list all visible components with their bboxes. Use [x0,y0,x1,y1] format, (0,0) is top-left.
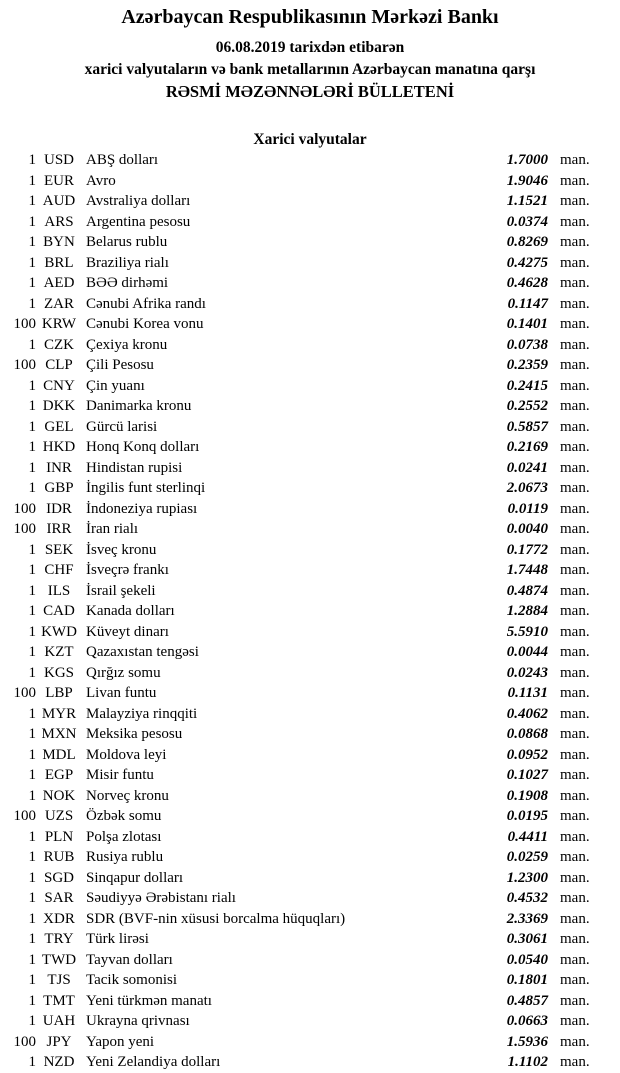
currency-code-cell: XDR [43,910,75,927]
table-row [0,335,610,356]
currency-code-cell: CHF [44,562,74,578]
table-row [0,171,610,192]
quantity-cell: 1 [28,705,36,722]
currency-code-cell: MXN [41,726,77,742]
table-row [0,150,610,171]
unit-cell: man. [560,418,590,435]
table-row [0,724,610,745]
unit-cell: man. [560,398,590,414]
currency-name-cell: Danimarka kronu [86,398,192,414]
currency-code-cell: EUR [44,172,74,189]
currency-code-cell: HKD [42,439,76,455]
unit-cell: man. [560,172,590,189]
currency-code-cell: CLP [45,357,73,373]
quantity-cell: 1 [28,849,36,865]
unit-cell: man. [560,275,590,291]
unit-cell: man. [560,459,590,476]
quantity-cell: 1 [28,951,36,968]
currency-name-cell: İngilis funt sterlinqi [86,480,206,496]
currency-code-cell: TRY [44,931,74,947]
quantity-cell: 1 [28,480,36,496]
rate-cell: 1.2300 [506,869,548,886]
quantity-cell: 1 [28,562,36,578]
currency-name-cell: SDR (BVF-nin xüsusi borcalma hüquqları) [86,910,346,927]
currency-code-cell: RUB [43,849,75,865]
quantity-cell: 1 [28,213,36,230]
currency-name-cell: Malayziya rinqqiti [86,705,198,722]
currency-code-cell: IDR [46,500,72,517]
currency-name-cell: Rusiya rublu [86,849,164,865]
quantity-cell: 1 [28,992,36,1009]
unit-cell: man. [560,295,590,312]
currency-name-cell: Çexiya kronu [86,336,168,353]
unit-cell: man. [560,849,590,865]
rate-cell: 1.9046 [506,172,548,189]
currency-name-cell: Moldova leyi [86,746,167,763]
rate-cell: 0.0241 [506,459,548,476]
table-row [0,950,610,971]
rate-cell: 0.0040 [506,521,548,537]
currency-code-cell: ILS [47,582,71,599]
currency-code-cell: MDL [42,746,76,763]
currency-name-cell: Meksika pesosu [86,726,183,742]
quantity-cell: 1 [28,972,36,988]
effective-date-line: 06.08.2019 tarixdən etibarən [215,39,405,56]
unit-cell: man. [560,316,590,332]
currency-code-cell: EGP [44,767,74,783]
table-row [0,355,610,376]
currency-code-cell: IRR [46,521,72,537]
quantity-cell: 100 [13,521,36,537]
unit-cell: man. [560,726,590,742]
currency-code-cell: KRW [41,316,77,332]
rate-cell: 0.0243 [506,664,548,681]
currency-code-cell: PLN [44,828,74,845]
quantity-cell: 1 [28,644,36,660]
rate-cell: 0.0374 [506,213,548,230]
rate-cell: 0.0738 [506,336,548,353]
currency-name-cell: İsveç kronu [86,541,157,558]
table-row [0,519,610,540]
table-row [0,642,610,663]
rate-cell: 1.1102 [507,1054,548,1070]
table-row [0,1032,610,1053]
table-row [0,581,610,602]
quantity-cell: 1 [28,459,36,476]
table-row [0,929,610,950]
table-row [0,253,610,274]
unit-cell: man. [560,931,590,947]
rate-cell: 0.2169 [506,439,548,455]
table-row [0,458,610,479]
rate-cell: 1.2884 [506,603,548,619]
table-row [0,212,610,233]
quantity-cell: 1 [28,603,36,619]
currency-code-cell: UZS [44,808,74,824]
quantity-cell: 1 [28,193,36,209]
currency-name-cell: Livan funtu [86,685,157,701]
quantity-cell: 1 [28,787,36,804]
table-row [0,970,610,991]
table-row [0,478,610,499]
quantity-cell: 1 [28,418,36,435]
currency-code-cell: AUD [42,193,76,209]
currency-name-cell: BƏƏ dirhəmi [86,275,169,291]
rate-cell: 2.0673 [506,480,548,496]
quantity-cell: 1 [28,275,36,291]
unit-cell: man. [560,521,590,537]
unit-cell: man. [560,644,590,660]
table-row [0,786,610,807]
table-row [0,765,610,786]
table-row [0,622,610,643]
currency-code-cell: DKK [42,398,76,414]
table-row [0,601,610,622]
unit-cell: man. [560,1013,590,1029]
quantity-cell: 100 [13,316,36,332]
unit-cell: man. [560,808,590,824]
table-row [0,232,610,253]
unit-cell: man. [560,603,590,619]
rate-cell: 0.1401 [506,316,548,332]
unit-cell: man. [560,992,590,1009]
currency-code-cell: JPY [46,1033,72,1050]
unit-cell: man. [560,193,590,209]
currency-name-cell: Argentina pesosu [86,213,191,230]
table-row [0,417,610,438]
currency-name-cell: Honq Konq dolları [86,439,200,455]
rate-cell: 0.0663 [506,1013,548,1029]
table-row [0,437,610,458]
table-row [0,191,610,212]
currency-code-cell: USD [43,152,74,168]
currency-name-cell: Tayvan dolları [86,951,173,968]
table-row [0,663,610,684]
table-row [0,499,610,520]
currency-code-cell: CZK [44,336,74,353]
unit-cell: man. [560,336,590,353]
bank-name-title: Azərbaycan Respublikasının Mərkəzi Bankı [121,6,499,28]
rate-cell: 0.4857 [506,992,548,1009]
rate-cell: 0.4275 [506,254,548,271]
rate-cell: 0.0119 [507,500,548,517]
rate-cell: 1.7000 [506,152,548,168]
currency-name-cell: Küveyt dinarı [86,623,169,640]
quantity-cell: 1 [28,295,36,312]
unit-cell: man. [560,746,590,763]
currency-code-cell: CAD [43,603,75,619]
currency-name-cell: Cənubi Korea vonu [86,316,204,332]
unit-cell: man. [560,951,590,968]
currency-code-cell: UAH [42,1013,76,1029]
currency-code-cell: TWD [41,951,77,968]
currency-code-cell: SEK [44,541,74,558]
quantity-cell: 1 [28,152,36,168]
quantity-cell: 1 [28,377,36,394]
quantity-cell: 1 [28,172,36,189]
table-row [0,540,610,561]
quantity-cell: 1 [28,828,36,845]
unit-cell: man. [560,869,590,886]
bulletin-subtitle: xarici valyutaların və bank metallarının Azərbaycan manatına qarşı [84,61,536,78]
rate-cell: 1.7448 [506,562,548,578]
currency-name-cell: Sinqapur dolları [86,869,184,886]
currency-name-cell: İndoneziya rupiası [86,500,198,517]
quantity-cell: 1 [28,931,36,947]
quantity-cell: 1 [28,541,36,558]
quantity-cell: 1 [28,234,36,250]
currency-name-cell: İran rialı [86,521,139,537]
currency-name-cell: Yeni türkmən manatı [86,992,212,1009]
currency-name-cell: Qırğız somu [86,664,161,681]
unit-cell: man. [560,705,590,722]
rate-cell: 0.2359 [506,357,548,373]
table-row [0,396,610,417]
rate-cell: 5.5910 [506,623,548,640]
unit-cell: man. [560,234,590,250]
currency-code-cell: GBP [44,480,74,496]
unit-cell: man. [560,787,590,804]
quantity-cell: 100 [13,357,36,373]
currency-code-cell: ZAR [44,295,74,312]
unit-cell: man. [560,910,590,927]
rate-cell: 0.4062 [506,705,548,722]
rate-cell: 0.0868 [506,726,548,742]
table-row [0,1011,610,1032]
rate-cell: 0.0259 [506,849,548,865]
table-row [0,868,610,889]
currency-name-cell: Gürcü larisi [86,418,158,435]
quantity-cell: 1 [28,1013,36,1029]
unit-cell: man. [560,623,590,640]
unit-cell: man. [560,254,590,271]
currency-name-cell: Norveç kronu [86,787,169,804]
currency-code-cell: NOK [42,787,76,804]
table-row [0,376,610,397]
rate-cell: 2.3369 [506,910,548,927]
rate-cell: 0.0540 [506,951,548,968]
quantity-cell: 1 [28,664,36,681]
currency-code-cell: KGS [43,664,74,681]
rate-cell: 0.1801 [506,972,548,988]
currency-code-cell: MYR [41,705,77,722]
rate-cell: 0.1147 [507,295,548,312]
rate-cell: 0.1772 [506,541,548,558]
unit-cell: man. [560,890,590,906]
currency-code-cell: SAR [44,890,74,906]
quantity-cell: 1 [28,1054,36,1070]
unit-cell: man. [560,664,590,681]
currency-code-cell: CNY [43,377,75,394]
rate-cell: 0.4532 [506,890,548,906]
currency-name-cell: Polşa zlotası [86,828,162,845]
currency-name-cell: Braziliya rialı [86,254,169,271]
quantity-cell: 100 [13,808,36,824]
unit-cell: man. [560,972,590,988]
currency-code-cell: ARS [44,213,74,230]
currency-code-cell: BRL [44,254,74,271]
quantity-cell: 100 [13,685,36,701]
unit-cell: man. [560,500,590,517]
currency-name-cell: Tacik somonisi [86,972,178,988]
currency-name-cell: Avro [86,172,116,189]
unit-cell: man. [560,1054,590,1070]
unit-cell: man. [560,213,590,230]
currency-name-cell: Ukrayna qrivnası [86,1013,190,1029]
currency-code-cell: TMT [43,992,75,1009]
rate-cell: 0.2552 [506,398,548,414]
quantity-cell: 1 [28,726,36,742]
currency-name-cell: İsrail şekeli [86,582,156,599]
unit-cell: man. [560,828,590,845]
currency-name-cell: Avstraliya dolları [86,193,191,209]
currency-code-cell: BYN [43,234,75,250]
quantity-cell: 1 [28,582,36,599]
currency-name-cell: Qazaxıstan tengəsi [86,644,199,660]
currency-code-cell: LBP [45,685,73,701]
unit-cell: man. [560,480,590,496]
currency-code-cell: KZT [44,644,74,660]
rate-cell: 1.5936 [506,1033,548,1050]
currency-code-cell: GEL [44,418,74,435]
unit-cell: man. [560,562,590,578]
currency-code-cell: INR [46,459,72,476]
currency-name-cell: Səudiyyə Ərəbistanı rialı [86,890,236,906]
currency-name-cell: Cənubi Afrika randı [86,295,206,312]
table-row [0,683,610,704]
table-row [0,909,610,930]
unit-cell: man. [560,685,590,701]
currency-name-cell: Türk lirəsi [86,931,149,947]
rate-cell: 0.8269 [506,234,548,250]
section-title-foreign-currencies: Xarici valyutalar [253,131,367,148]
table-row [0,827,610,848]
rate-cell: 0.0952 [506,746,548,763]
rate-cell: 0.3061 [506,931,548,947]
currency-name-cell: Özbək somu [86,808,162,824]
currency-code-cell: TJS [47,972,71,988]
quantity-cell: 1 [28,398,36,414]
rate-cell: 0.4628 [506,275,548,291]
rate-cell: 0.4874 [506,582,548,599]
rate-cell: 1.1521 [506,193,548,209]
currency-name-cell: Belarus rublu [86,234,168,250]
table-row [0,704,610,725]
currency-rates-table [0,150,620,1073]
table-row [0,888,610,909]
currency-code-cell: KWD [41,623,77,640]
unit-cell: man. [560,1033,590,1050]
currency-name-cell: Hindistan rupisi [86,459,183,476]
table-row [0,847,610,868]
quantity-cell: 1 [28,623,36,640]
table-row [0,560,610,581]
rate-cell: 0.0044 [506,644,548,660]
rate-cell: 0.1908 [506,787,548,804]
unit-cell: man. [560,439,590,455]
table-row [0,1052,610,1073]
rate-cell: 0.5857 [506,418,548,435]
quantity-cell: 100 [13,500,36,517]
currency-name-cell: İsveçrə frankı [86,562,169,578]
table-row [0,806,610,827]
currency-code-cell: NZD [43,1054,75,1070]
table-row [0,745,610,766]
unit-cell: man. [560,767,590,783]
bulletin-title: RƏSMİ MƏZƏNNƏLƏRİ BÜLLETENİ [165,82,455,101]
rate-cell: 0.1027 [506,767,548,783]
quantity-cell: 1 [28,910,36,927]
quantity-cell: 1 [28,336,36,353]
currency-name-cell: Çili Pesosu [86,357,154,373]
quantity-cell: 1 [28,254,36,271]
rate-cell: 0.2415 [506,377,548,394]
quantity-cell: 1 [28,439,36,455]
currency-name-cell: Yeni Zelandiya dolları [86,1054,221,1070]
currency-name-cell: ABŞ dolları [86,152,159,168]
quantity-cell: 1 [28,746,36,763]
currency-name-cell: Yapon yeni [86,1033,155,1050]
unit-cell: man. [560,152,590,168]
unit-cell: man. [560,541,590,558]
table-row [0,991,610,1012]
quantity-cell: 1 [28,767,36,783]
quantity-cell: 100 [13,1033,36,1050]
table-row [0,314,610,335]
currency-code-cell: SGD [43,869,74,886]
quantity-cell: 1 [28,890,36,906]
quantity-cell: 1 [28,869,36,886]
rate-cell: 0.1131 [507,685,548,701]
rate-cell: 0.4411 [507,828,548,845]
unit-cell: man. [560,377,590,394]
currency-code-cell: AED [43,275,75,291]
table-row [0,294,610,315]
currency-name-cell: Kanada dolları [86,603,175,619]
currency-name-cell: Çin yuanı [86,377,145,394]
unit-cell: man. [560,582,590,599]
rate-cell: 0.0195 [506,808,548,824]
table-row [0,273,610,294]
unit-cell: man. [560,357,590,373]
currency-name-cell: Misir funtu [86,767,154,783]
